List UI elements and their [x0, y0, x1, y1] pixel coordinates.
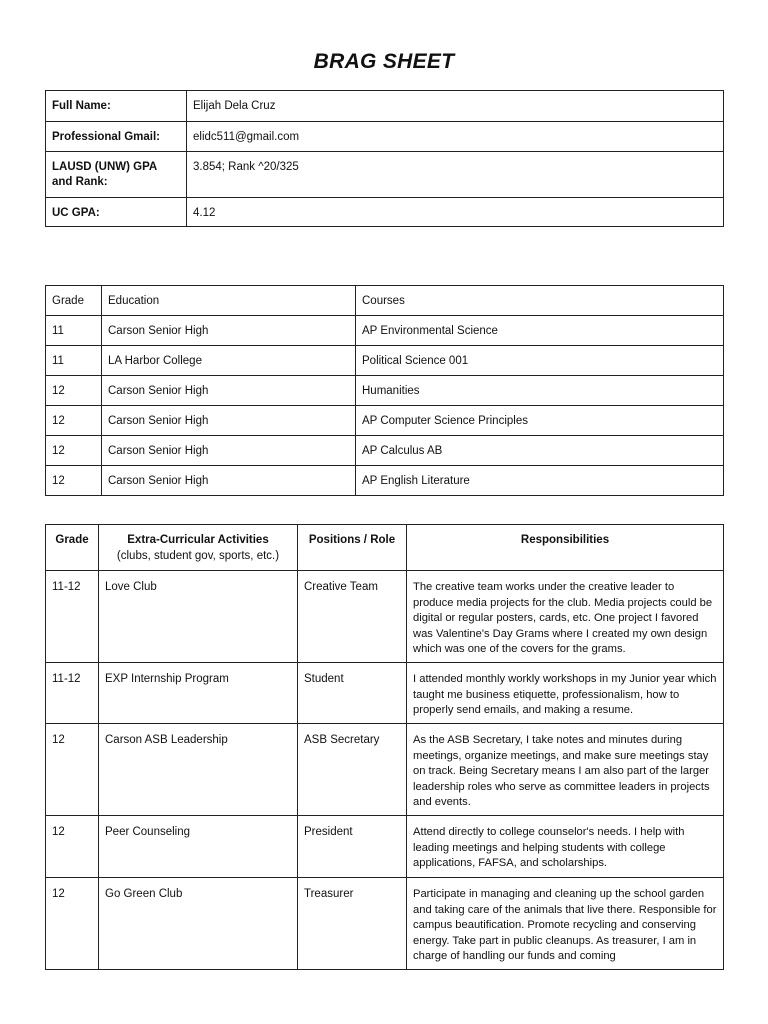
- table-row: [46, 816, 724, 878]
- activities-header-position: Positions / Role: [298, 525, 407, 571]
- full-name-value: Elijah Dela Cruz: [187, 91, 724, 122]
- courses-header-row: [46, 286, 724, 316]
- gpa-row: [46, 152, 724, 198]
- activities-header-activity: [99, 525, 298, 571]
- course-grade: 11: [46, 346, 102, 376]
- gmail-row: [46, 122, 724, 152]
- activity-position: Treasurer: [298, 878, 407, 970]
- uc-gpa-label: UC GPA:: [46, 198, 187, 227]
- activities-header-activity-subtitle: (clubs, student gov, sports, etc.): [116, 549, 280, 562]
- activity-grade: 12: [46, 724, 99, 816]
- course-grade: 12: [46, 406, 102, 436]
- courses-header-grade: Grade: [46, 286, 102, 316]
- course-grade: 12: [46, 466, 102, 496]
- table-row: [46, 571, 724, 663]
- activity-responsibilities: I attended monthly workly workshops in my Junior year which taught me business etiquette, professionalism, how to properly send emails, and making a resume.: [407, 663, 724, 724]
- course-education: Carson Senior High: [102, 376, 356, 406]
- course-education: LA Harbor College: [102, 346, 356, 376]
- table-row: [46, 436, 724, 466]
- activities-header-responsibilities: Responsibilities: [407, 525, 724, 571]
- table-row: [46, 406, 724, 436]
- activity-name: Carson ASB Leadership: [99, 724, 298, 816]
- personal-info-table: [45, 90, 724, 227]
- course-name: Humanities: [356, 376, 724, 406]
- full-name-row: [46, 91, 724, 122]
- courses-header-education: Education: [102, 286, 356, 316]
- activity-grade: 11-12: [46, 571, 99, 663]
- table-row: [46, 878, 724, 970]
- activity-position: Creative Team: [298, 571, 407, 663]
- activity-name: Love Club: [99, 571, 298, 663]
- activity-responsibilities: Participate in managing and cleaning up the school garden and taking care of the animals that live there. Responsible for campus beautification. Promote recycling and conserving energy. Take part in public cleanups. As treasurer, I am in charge of handling our funds and coming: [407, 878, 724, 970]
- uc-gpa-row: [46, 198, 724, 227]
- table-row: [46, 346, 724, 376]
- activity-position: Student: [298, 663, 407, 724]
- course-name: AP Calculus AB: [356, 436, 724, 466]
- course-name: Political Science 001: [356, 346, 724, 376]
- activity-responsibilities: Attend directly to college counselor's needs. I help with leading meetings and helping students with college applications, FAFSA, and scholarships.: [407, 816, 724, 878]
- course-name: AP Environmental Science: [356, 316, 724, 346]
- document-title: BRAG SHEET: [313, 50, 455, 73]
- activity-name: Go Green Club: [99, 878, 298, 970]
- activities-header-activity-title: Extra-Curricular Activities: [127, 534, 269, 546]
- table-row: [46, 724, 724, 816]
- activity-responsibilities: As the ASB Secretary, I take notes and minutes during meetings, organize meetings, and make sure meetings stay on track. Being Secretary means I am also part of the larger leadership roles who serve as committee leaders in projects and events.: [407, 724, 724, 816]
- course-grade: 12: [46, 436, 102, 466]
- full-name-label: Full Name:: [46, 91, 187, 122]
- activity-grade: 11-12: [46, 663, 99, 724]
- table-row: [46, 376, 724, 406]
- activities-header-row: [46, 525, 724, 571]
- activity-name: EXP Internship Program: [99, 663, 298, 724]
- course-education: Carson Senior High: [102, 466, 356, 496]
- activity-responsibilities: The creative team works under the creative leader to produce media projects for the club. Media projects could be digital or regular posters, cards, etc. One project I favored was Valentine's Day Grams where I created my own design which was one of the covers for the grams.: [407, 571, 724, 663]
- course-grade: 11: [46, 316, 102, 346]
- gpa-value: 3.854; Rank ^20/325: [187, 152, 724, 198]
- activity-grade: 12: [46, 816, 99, 878]
- activities-table: [45, 524, 724, 970]
- course-education: Carson Senior High: [102, 316, 356, 346]
- table-row: [46, 316, 724, 346]
- course-grade: 12: [46, 376, 102, 406]
- course-name: AP English Literature: [356, 466, 724, 496]
- courses-table: [45, 285, 724, 496]
- activity-grade: 12: [46, 878, 99, 970]
- course-education: Carson Senior High: [102, 406, 356, 436]
- courses-header-courses: Courses: [356, 286, 724, 316]
- gmail-label: Professional Gmail:: [46, 122, 187, 152]
- table-row: [46, 466, 724, 496]
- uc-gpa-value: 4.12: [187, 198, 724, 227]
- activity-name: Peer Counseling: [99, 816, 298, 878]
- activity-position: ASB Secretary: [298, 724, 407, 816]
- activity-position: President: [298, 816, 407, 878]
- gmail-value: elidc511@gmail.com: [187, 122, 724, 152]
- course-name: AP Computer Science Principles: [356, 406, 724, 436]
- activities-header-grade: Grade: [46, 525, 99, 571]
- course-education: Carson Senior High: [102, 436, 356, 466]
- gpa-label: LAUSD (UNW) GPA and Rank:: [46, 152, 187, 198]
- table-row: [46, 663, 724, 724]
